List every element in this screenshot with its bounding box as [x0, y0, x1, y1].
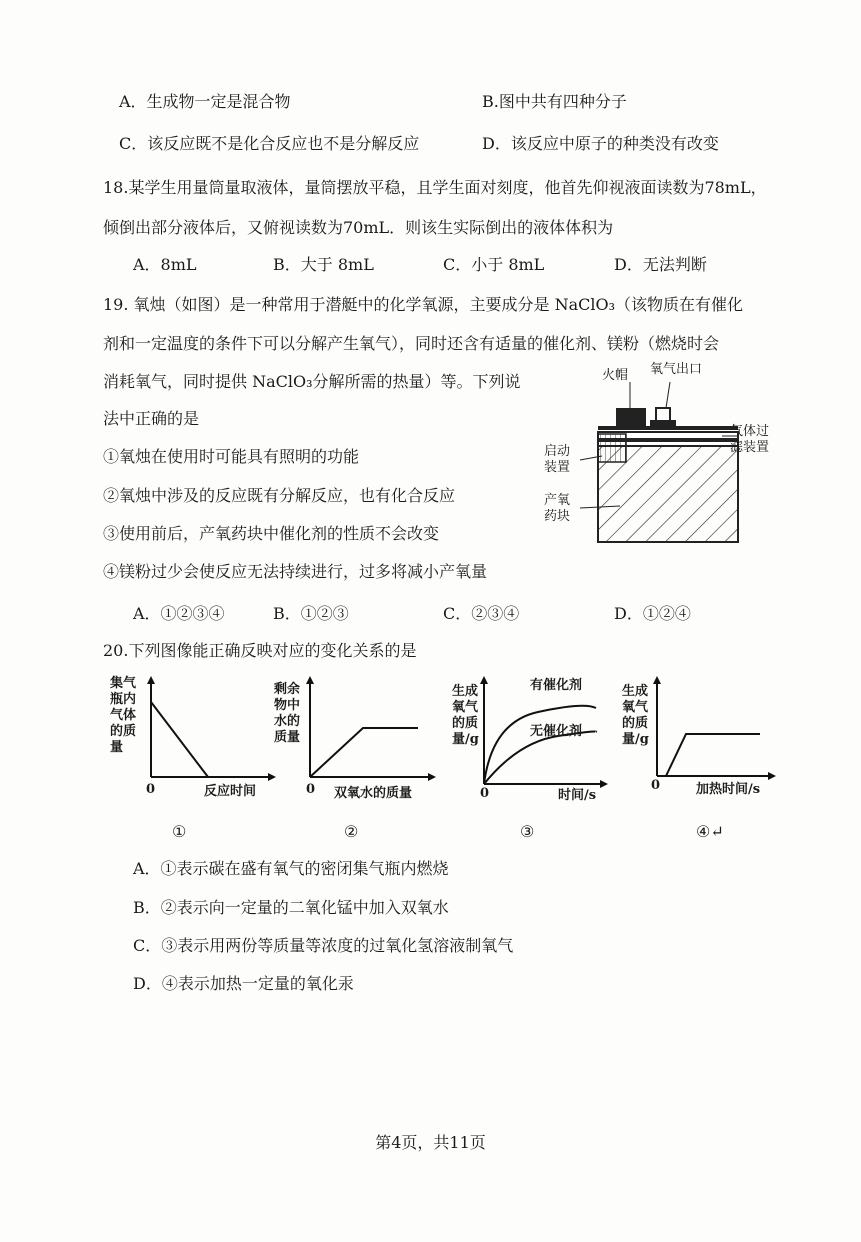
graph-1-ylabel-4: 的质	[110, 724, 137, 739]
label-oxygen-outlet: 氧气出口	[650, 362, 703, 377]
graph-1	[108, 672, 278, 852]
graph-3-xlabel: 时间/s	[558, 788, 597, 803]
graph-1-origin: 0	[146, 782, 156, 797]
graph-2-line	[310, 728, 418, 777]
graph-3-ylabel-1: 生成	[452, 684, 479, 699]
q18-option-a: A．8mL	[133, 255, 197, 274]
q19-statement-3: ③使用前后，产氧药块中催化剂的性质不会改变	[103, 524, 440, 543]
graph-3-ylabel-3: 的质	[452, 716, 479, 731]
oxygen-candle-figure	[530, 360, 780, 560]
q17-option-b: B.图中共有四种分子	[482, 92, 627, 111]
graph-3-number: ③	[520, 822, 535, 841]
graph-2-ylabel-2: 物中	[274, 698, 301, 713]
label-block-line2: 药块	[544, 509, 571, 524]
graph-3-origin: 0	[480, 786, 490, 801]
graph-3	[448, 672, 618, 852]
graph-1-xlabel: 反应时间	[204, 784, 257, 799]
q17-option-a: A．生成物一定是混合物	[119, 92, 291, 111]
graph-3-curve-catalyst	[484, 706, 596, 784]
q20-option-d: D．④表示加热一定量的氧化汞	[133, 974, 354, 993]
q19-stem-line4: 法中正确的是	[103, 409, 200, 428]
graph-2-origin: 0	[306, 782, 316, 797]
graph-1-ylabel-5: 量	[110, 740, 124, 755]
graph-4	[620, 672, 790, 852]
label-block-line1: 产氧	[544, 493, 571, 508]
q17-option-c: C．该反应既不是化合反应也不是分解反应	[119, 134, 420, 153]
graph-1-number: ①	[172, 822, 187, 841]
q19-stem-line2: 剂和一定温度的条件下可以分解产生氧气），同时还含有适量的催化剂、镁粉（燃烧时会	[103, 334, 720, 353]
q18-option-b: B．大于 8mL	[273, 255, 374, 274]
graph-2-ylabel-4: 质量	[274, 730, 301, 745]
q19-option-d: D．①②④	[614, 604, 691, 623]
graph-4-ylabel-1: 生成	[622, 684, 649, 699]
q20-option-c: C．③表示用两份等质量等浓度的过氧化氢溶液制氧气	[133, 936, 514, 955]
q19-stem-line3: 消耗氧气，同时提供 NaClO₃分解所需的热量）等。下列说	[103, 372, 521, 391]
graph-3-ylabel-2: 氧气	[452, 700, 479, 715]
label-start-line1: 启动	[544, 444, 571, 459]
label-filter-line1: 气体过	[730, 424, 770, 439]
graph-2	[268, 672, 438, 852]
q19-option-c: C．②③④	[443, 604, 520, 623]
graph-2-xlabel: 双氧水的质量	[334, 786, 413, 801]
q20-option-b: B．②表示向一定量的二氧化锰中加入双氧水	[133, 898, 449, 917]
q18-stem-line2: 倾倒出部分液体后，又俯视读数为70mL．则该生实际倒出的液体体积为	[103, 218, 614, 237]
label-filter-line2: 滤装置	[730, 440, 770, 455]
graph-3-ylabel-4: 量/g	[452, 732, 479, 747]
q19-option-b: B．①②③	[273, 604, 349, 623]
q19-statement-1: ①氧烛在使用时可能具有照明的功能	[103, 447, 360, 466]
q19-statement-4: ④镁粉过少会使反应无法持续进行，过多将减小产氧量	[103, 562, 488, 581]
q19-statement-2: ②氧烛中涉及的反应既有分解反应，也有化合反应	[103, 486, 456, 505]
graph-4-ylabel-3: 的质	[622, 716, 649, 731]
q17-option-d: D．该反应中原子的种类没有改变	[482, 134, 719, 153]
graph-1-ylabel-3: 气体	[110, 708, 137, 723]
graph-1-line	[151, 702, 208, 777]
graph-4-number: ④↵	[696, 822, 724, 841]
graph-2-ylabel-3: 水的	[274, 714, 301, 729]
graph-4-line	[666, 734, 760, 776]
graph-4-ylabel-4: 量/g	[622, 732, 649, 747]
q19-stem-line1: 19. 氧烛（如图）是一种常用于潜艇中的化学氧源，主要成分是 NaClO₃（该物质在有催化	[103, 295, 744, 314]
q18-option-c: C．小于 8mL	[443, 255, 545, 274]
graph-4-ylabel-2: 氧气	[622, 700, 649, 715]
label-start-line2: 装置	[544, 460, 571, 475]
label-cap: 火帽	[602, 368, 629, 383]
page-footer: 第4页，共11页	[375, 1133, 486, 1152]
graph-1-ylabel-1: 集气	[110, 676, 137, 691]
q18-stem-line1: 18.某学生用量筒量取液体，量筒摆放平稳，且学生面对刻度，他首先仰视液面读数为78mL，	[103, 178, 767, 197]
graph-4-xlabel: 加热时间/s	[696, 782, 761, 797]
graph-3-curve-label-1: 有催化剂	[530, 678, 583, 693]
q19-option-a: A．①②③④	[133, 604, 225, 623]
q18-option-d: D．无法判断	[614, 255, 707, 274]
q20-stem: 20.下列图像能正确反映对应的变化关系的是	[103, 641, 417, 660]
graph-4-origin: 0	[651, 778, 661, 793]
graph-3-curve-label-2: 无催化剂	[530, 724, 583, 739]
graph-1-ylabel-2: 瓶内	[110, 692, 137, 707]
graph-2-number: ②	[344, 822, 359, 841]
graph-2-ylabel-1: 剩余	[274, 682, 301, 697]
q20-option-a: A．①表示碳在盛有氧气的密闭集气瓶内燃烧	[133, 859, 449, 878]
